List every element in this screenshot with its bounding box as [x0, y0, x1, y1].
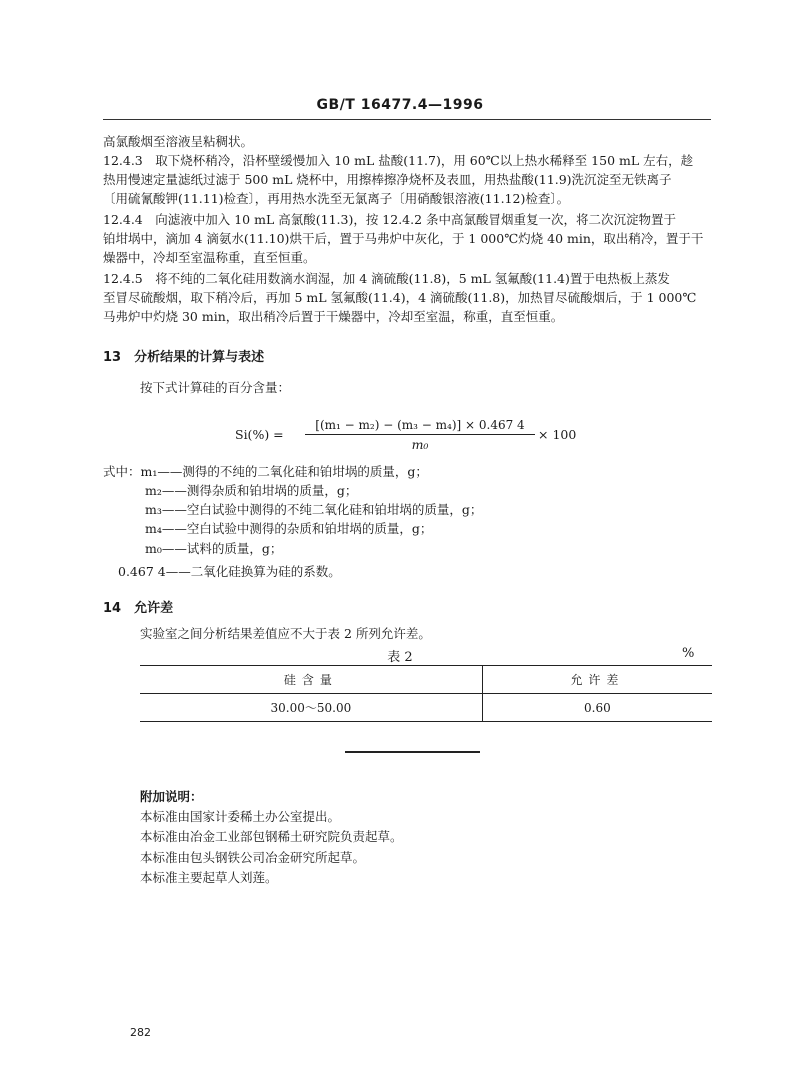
- clause-12-4-4-line-1: 12.4.4 向滤液中加入 10 mL 高氯酸(11.3)，按 12.4.2 条中高氯酸冒烟重复一次，将二次沉淀物置于: [103, 212, 677, 227]
- silicon-formula: [235, 418, 595, 458]
- clause-12-4-5-line-3: 马弗炉中灼烧 30 min，取出稍冷后置于干燥器中，冷却至室温，称重，直至恒重。: [103, 309, 564, 324]
- tolerance-table: [140, 665, 712, 722]
- definition-m2: m₂——测得杂质和铂坩埚的质量，g；: [145, 483, 358, 498]
- page-number: 282: [130, 1026, 151, 1039]
- paragraph-continuation: 高氯酸烟至溶液呈粘稠状。: [103, 134, 254, 149]
- formula-fraction: [305, 418, 535, 452]
- cell-silicon-range: 30.00～50.00: [140, 694, 482, 722]
- standard-header: GB/T 16477.4—1996: [316, 97, 484, 113]
- table-caption: 表 2: [387, 650, 413, 665]
- appendix-line: 本标准由冶金工业部包钢稀土研究院负责起草。: [140, 829, 403, 844]
- end-of-standard-rule: [345, 751, 480, 753]
- clause-12-4-3-line-3: 〔用硫氰酸钾(11.11)检查〕，再用热水洗至无氯离子〔用硝酸银溶液(11.12)检查〕。: [103, 191, 570, 206]
- definition-coefficient: 0.467 4——二氧化硅换算为硅的系数。: [118, 564, 341, 579]
- fraction-bar: [305, 434, 535, 435]
- cell-tolerance-value: 0.60: [482, 694, 712, 722]
- header-silicon-content: 硅含量: [140, 666, 482, 694]
- appendix-line: 本标准由包头钢铁公司冶金研究所起草。: [140, 850, 366, 865]
- definition-m3: m₃——空白试验中测得的不纯二氧化硅和铂坩埚的质量，g；: [145, 502, 483, 517]
- appendix-line: 本标准主要起草人刘莲。: [140, 870, 278, 885]
- clause-12-4-3-line-2: 热用慢速定量滤纸过滤于 500 mL 烧杯中，用擦棒擦净烧杯及表皿，用热盐酸(11.9)洗沉淀至无铁离子: [103, 172, 672, 187]
- formula-numerator: [(m₁ − m₂) − (m₃ − m₄)] × 0.467 4: [315, 418, 525, 432]
- table-unit: %: [682, 646, 695, 661]
- clause-12-4-5-line-2: 至冒尽硫酸烟，取下稍冷后，再加 5 mL 氢氟酸(11.4)，4 滴硫酸(11.8)，加热冒尽硫酸烟后，于 1 000℃: [103, 290, 697, 305]
- definition-m0: m₀——试料的质量，g；: [145, 541, 283, 556]
- clause-12-4-4-line-2: 铂坩埚中，滴加 4 滴氨水(11.10)烘干后，置于马弗炉中灰化，于 1 000℃灼烧 40 min，取出稍冷，置于干: [103, 231, 704, 246]
- formula-lhs: Si(%) =: [235, 427, 284, 442]
- section-13-title: 13 分析结果的计算与表述: [103, 350, 265, 365]
- table-header-row: [140, 666, 712, 694]
- header-tolerance: 允许差: [482, 666, 712, 694]
- formula-denominator: m₀: [411, 437, 429, 452]
- clause-12-4-4-line-3: 燥器中，冷却至室温称重，直至恒重。: [103, 250, 316, 265]
- formula-rhs: × 100: [538, 427, 577, 442]
- section-14-intro: 实验室之间分析结果差值应不大于表 2 所列允许差。: [140, 626, 431, 641]
- appendix-line: 本标准由国家计委稀土办公室提出。: [140, 809, 341, 824]
- header-rule: [103, 119, 711, 120]
- definition-m1: 式中：m₁——测得的不纯的二氧化硅和铂坩埚的质量，g；: [103, 464, 428, 479]
- section-13-intro: 按下式计算硅的百分含量：: [140, 380, 291, 395]
- table-row: [140, 694, 712, 722]
- appendix-title: 附加说明：: [140, 789, 203, 804]
- clause-12-4-3-line-1: 12.4.3 取下烧杯稍冷，沿杯壁缓慢加入 10 mL 盐酸(11.7)，用 60℃以上热水稀释至 150 mL 左右，趁: [103, 153, 694, 168]
- definition-m4: m₄——空白试验中测得的杂质和铂坩埚的质量，g；: [145, 521, 433, 536]
- section-14-title: 14 允许差: [103, 601, 174, 616]
- clause-12-4-5-line-1: 12.4.5 将不纯的二氧化硅用数滴水润湿，加 4 滴硫酸(11.8)，5 mL 氢氟酸(11.4)置于电热板上蒸发: [103, 271, 670, 286]
